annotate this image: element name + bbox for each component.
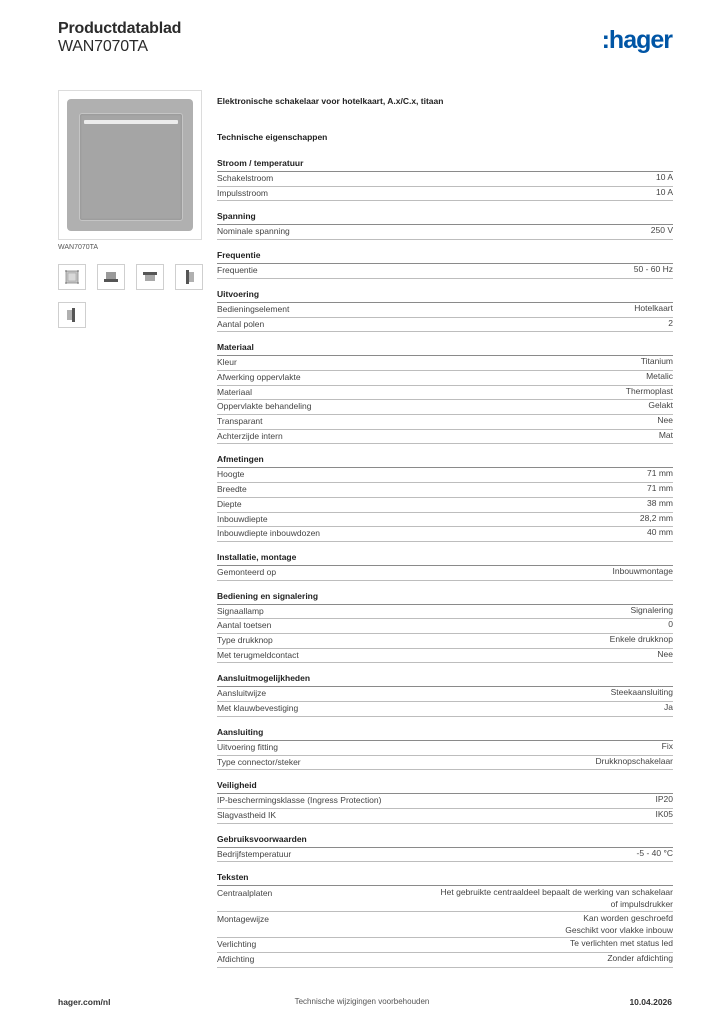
spec-value [657,649,673,663]
section-heading: Aansluitmogelijkheden [217,672,673,687]
spec-value-line: Thermoplast [625,385,673,396]
spec-value-line: Mat [658,429,673,440]
spec-section [217,551,673,581]
spec-value [647,483,673,497]
spec-value [630,605,673,619]
spec-label: Met klauwbevestiging [217,703,299,714]
spec-value [647,468,673,482]
section-heading: Frequentie [217,249,673,264]
spec-row [217,513,673,528]
spec-row [217,498,673,513]
section-heading: Bediening en signalering [217,590,673,605]
page-title: Productdatablad [58,20,182,37]
spec-value-line: -5 - 40 °C [636,847,673,858]
spec-row [217,634,673,649]
spec-value [640,513,673,527]
spec-row [217,527,673,542]
spec-value-line: Hotelkaart [634,302,673,313]
spec-value [611,687,673,701]
spec-label: Gemonteerd op [217,566,277,577]
product-code: WAN7070TA [58,38,148,55]
spec-value-line: 71 mm [647,483,673,494]
spec-row [217,172,673,187]
spec-value [641,356,673,370]
product-image [58,90,202,240]
spec-value-line: 50 - 60 Hz [633,264,673,275]
spec-label: Uitvoering fitting [217,741,278,752]
spec-value-line: Steekaansluiting [610,687,673,698]
spec-value-line: Te verlichten met status led [570,938,673,949]
spec-value [607,953,673,967]
spec-value-line: Geschikt voor vlakke inbouw [565,924,673,935]
spec-label: Montagewijze [217,914,269,925]
spec-value-line: Ja [664,702,673,713]
spec-label: Signaallamp [217,605,264,616]
footer-website[interactable]: hager.com/nl [58,997,111,1007]
spec-section [217,590,673,664]
spec-label: Afdichting [217,954,255,965]
thumbnail-profile[interactable] [175,264,203,290]
spec-value [570,938,673,952]
switch-frame [67,99,193,231]
spec-label: Afwerking oppervlakte [217,371,301,382]
spec-sections [217,157,673,968]
spec-row [217,400,673,415]
spec-value [637,848,673,862]
spec-label: Diepte [217,498,242,509]
spec-value [659,430,673,444]
spec-row [217,415,673,430]
spec-value-line: Inbouwmontage [612,565,673,576]
spec-section [217,779,673,823]
spec-label: Hoogte [217,469,245,480]
spec-value [626,386,673,400]
spec-row [217,303,673,318]
spec-row [217,756,673,771]
spec-row [217,318,673,333]
spec-row [217,483,673,498]
spec-value [634,303,673,317]
spec-value-line: Gelakt [648,400,673,411]
spec-value [656,809,674,823]
spec-label: Aansluitwijze [217,688,267,699]
spec-row [217,430,673,445]
section-heading: Veiligheid [217,779,673,794]
spec-section [217,871,673,967]
spec-row [217,953,673,968]
side-view-icon [98,265,124,289]
properties-title: Technische eigenschappen [217,132,328,142]
spec-value [668,619,673,633]
spec-label: Inbouwdiepte inbouwdozen [217,528,321,539]
spec-value-line: Het gebruikte centraaldeel bepaalt de werking van schakelaar [440,887,673,898]
section-heading: Materiaal [217,341,673,356]
spec-label: Centraalplaten [217,888,273,899]
spec-label: Nominale spanning [217,226,290,237]
spec-label: Transparant [217,416,263,427]
spec-value [647,527,673,541]
spec-row [217,912,673,938]
spec-value-line: Nee [657,648,673,659]
spec-section [217,672,673,716]
spec-value-line: 38 mm [647,497,673,508]
spec-row [217,371,673,386]
spec-label: Oppervlakte behandeling [217,401,312,412]
spec-row [217,809,673,824]
spec-label: IP-beschermingsklasse (Ingress Protection) [217,795,382,806]
spec-value [664,702,673,716]
spec-label: Materiaal [217,386,252,397]
spec-value-line: Nee [657,415,673,426]
spec-label: Impulsstroom [217,187,269,198]
spec-section [217,288,673,332]
spec-label: Frequentie [217,265,258,276]
top-view-icon [137,265,163,289]
section-heading: Spanning [217,210,673,225]
spec-value [646,371,673,385]
spec-label: Aantal toetsen [217,620,272,631]
spec-value [657,415,673,429]
thumbnail-depth[interactable] [58,302,86,328]
spec-value [634,264,673,278]
footer-disclaimer: Technische wijzigingen voorbehouden [294,997,430,1006]
hager-logo: :hager [601,26,672,54]
section-heading: Uitvoering [217,288,673,303]
section-heading: Installatie, montage [217,551,673,566]
spec-label: Bedieningselement [217,303,290,314]
section-heading: Afmetingen [217,453,673,468]
spec-value-line: 10 A [655,172,673,182]
section-heading: Aansluiting [217,726,673,741]
spec-row [217,566,673,581]
document-title: Elektronische schakelaar voor hotelkaart, A.x/C.x, titaan [217,96,444,106]
spec-value [647,498,673,512]
spec-row [217,741,673,756]
spec-value-line: 28,2 mm [639,512,673,523]
card-slot [84,120,178,124]
spec-section [217,341,673,444]
spec-label: Type connector/steker [217,756,301,767]
spec-value [651,225,673,239]
spec-value-line: Signalering [630,604,673,615]
footer-date: 10.04.2026 [629,997,672,1007]
spec-value-line: Drukknopschakelaar [595,755,673,766]
spec-row [217,356,673,371]
spec-value [656,187,673,201]
product-caption: WAN7070TA [58,244,99,251]
spec-value [565,913,673,936]
spec-value-line: IP20 [655,794,673,805]
spec-value [613,566,674,580]
spec-row [217,938,673,953]
spec-row [217,264,673,279]
spec-value-line: Kan worden geschroefd [583,913,673,924]
spec-value-line: 0 [668,619,673,630]
spec-row [217,605,673,620]
thumbnail-front[interactable] [58,264,86,290]
spec-value [656,794,674,808]
spec-row [217,187,673,202]
spec-section [217,833,673,863]
spec-value-line: 250 V [650,225,673,236]
section-heading: Teksten [217,871,673,886]
spec-label: Bedrijfstemperatuur [217,848,292,859]
depth-view-icon [59,303,85,327]
switch-rocker [79,113,183,221]
spec-label: Achterzijde intern [217,430,283,441]
spec-label: Met terugmeldcontact [217,649,299,660]
spec-row [217,687,673,702]
spec-content [217,95,673,977]
spec-label: Inbouwdiepte [217,513,268,524]
spec-section [217,453,673,542]
spec-value-line: Enkele drukknop [609,634,673,645]
spec-label: Kleur [217,357,237,368]
spec-label: Breedte [217,484,247,495]
spec-value-line: 71 mm [647,468,673,479]
spec-row [217,386,673,401]
spec-label: Aantal polen [217,318,265,329]
spec-row [217,468,673,483]
section-heading: Stroom / temperatuur [217,157,673,172]
spec-label: Verlichting [217,939,257,950]
spec-row [217,619,673,634]
thumbnail-side[interactable] [97,264,125,290]
spec-value-line: 10 A [655,186,673,197]
spec-row [217,702,673,717]
spec-value-line: Metalic [646,370,673,381]
spec-section [217,726,673,770]
spec-row [217,794,673,809]
spec-value [596,756,673,770]
spec-row [217,886,673,912]
spec-value [656,172,673,186]
spec-row [217,649,673,664]
section-heading: Gebruiksvoorwaarden [217,833,673,848]
spec-value-line: Titanium [640,356,673,367]
spec-value-line: Zonder afdichting [607,953,673,964]
spec-label: Type drukknop [217,635,273,646]
spec-value-line: IK05 [655,808,673,819]
spec-section [217,210,673,240]
spec-row [217,848,673,863]
spec-value [648,400,673,414]
spec-section [217,157,673,201]
spec-value [610,634,673,648]
profile-view-icon [176,265,202,289]
front-view-icon [59,265,85,289]
spec-section [217,249,673,279]
spec-value-line: Fix [661,740,673,751]
spec-label: Slagvastheid IK [217,809,277,820]
spec-label: Schakelstroom [217,173,274,183]
spec-value-line: of impulsdrukker [610,898,673,909]
thumbnail-top[interactable] [136,264,164,290]
spec-row [217,225,673,240]
spec-value [668,318,673,332]
spec-value-line: 40 mm [647,527,673,538]
spec-value-line: 2 [668,317,673,328]
spec-value [662,741,673,755]
spec-value [441,887,673,910]
